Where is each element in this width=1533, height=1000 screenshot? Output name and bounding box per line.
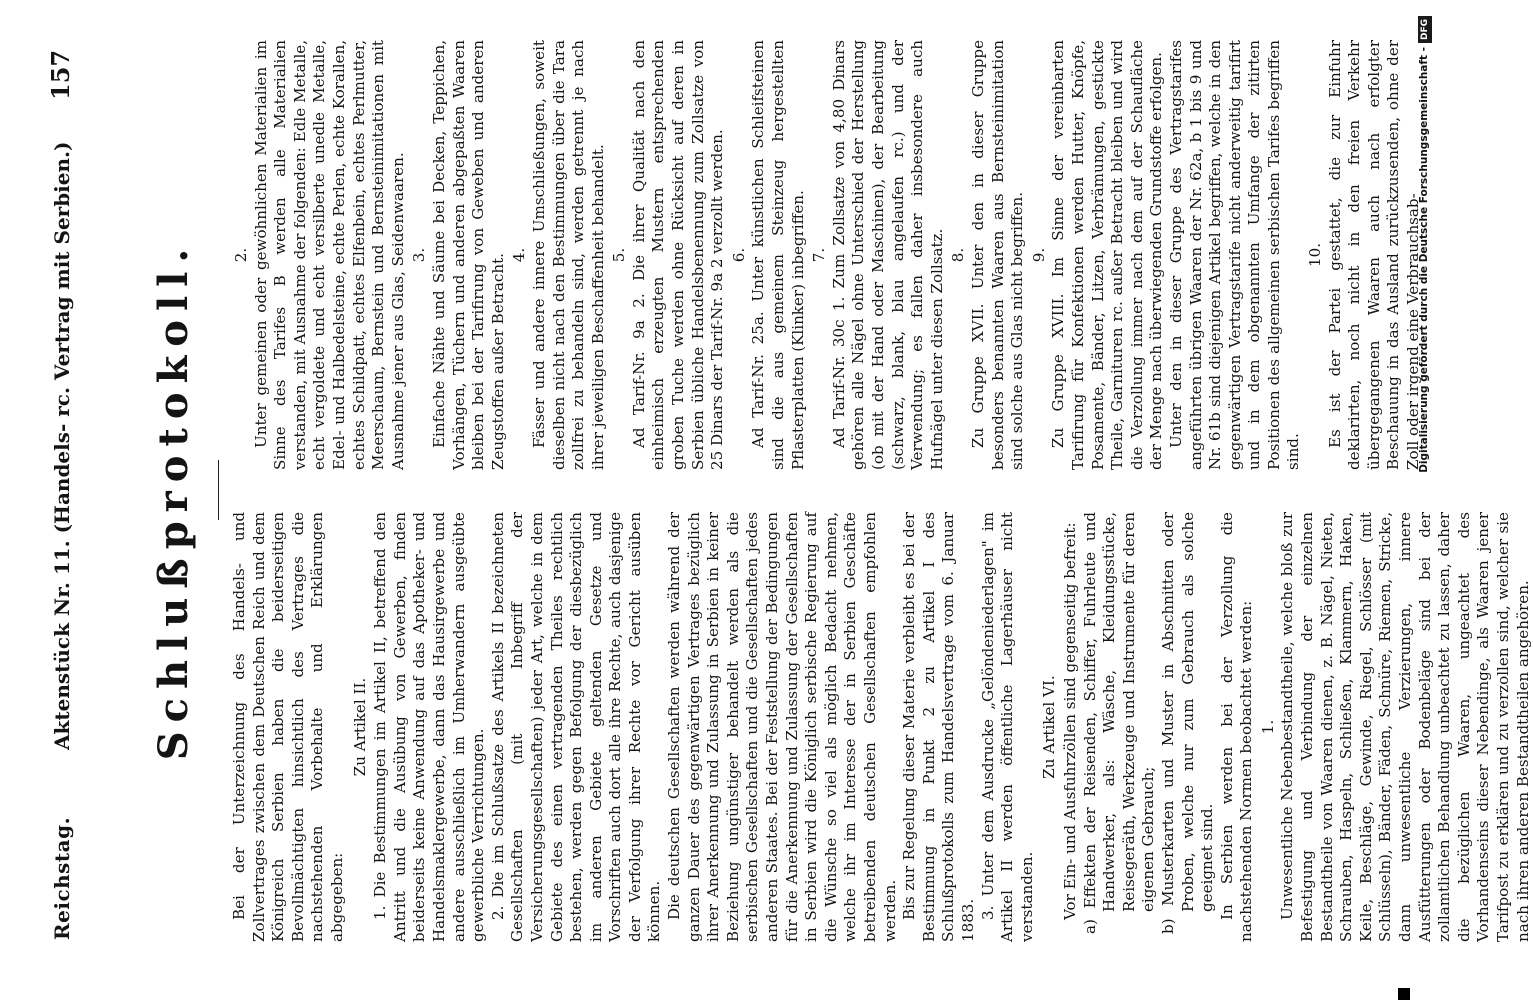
article-6-item-a: a) Effekten der Reisenden, Schiffer, Fuhrleute und Handwerker, als: Wäsche, Kleidungsstücke, Reisegeräth, Werkzeuge und Instrumente für deren eigenen Gebrauch; [1080, 512, 1158, 934]
item-number-1: 1. [1258, 719, 1277, 735]
item-number-8: 8. [949, 247, 968, 263]
article-6-paragraph-2: In Serbien werden bei der Verzollung die nachstehenden Normen beobachtet werden: [1217, 512, 1256, 942]
item-number-7: 7. [810, 247, 829, 263]
item-2-text: Unter gemeinen oder gewöhnlichen Materialien im Sinne des Tarifes B werden alle Materialien verstanden, mit Ausnahme der folgenden: Edle Metalle, echt vergoldete und echt versilberte unedle Metalle, Edel- und Halbedelsteine, echte Perlen, echte Korallen, echtes Schildpatt, echtes Elfenbein, echtes Perlmutter, Meerschaum, Bernstein und Bernsteinimitationen mit Ausnahme jener aus Glas, Seidenwaaren. [251, 40, 407, 470]
item-4-text: Fässer und andere innere Umschließungen, soweit dieselben nicht nach den Bestimmungen über die Tara zollfrei zu behandeln sind, werden getrennt je nach ihrer jeweiligen Beschaffenheit behandelt. [529, 40, 607, 470]
article-2-paragraph-2: 2. Die im Schlußsatze des Artikels II bezeichneten Gesellschaften (mit Inbegriff der Versicherungsgesellschaften) jeder Art, welche in dem Gebiete des einen vertragenden Theiles rechtlich bestehen, werden gegen Befolgung der diesbezüglich im anderen Gebiete geltenden Gesetze und Vorschriften auch dort alle ihre Rechte, auch dasjenige der Verfolgung ihrer Rechte vor Gericht ausüben können. [488, 512, 664, 942]
item-number-4: 4. [510, 247, 529, 263]
article-6-item-b: b) Musterkarten und Muster in Abschnitten oder Proben, welche nur zum Gebrauch als solche geeignet sind. [1158, 512, 1217, 934]
item-9-text: Zu Gruppe XVIII. Im Sinne der vereinbarten Tarifirung für Konfektionen werden Hutter, Knöpfe, Posamente, Bänder, Litzen, Verbrämungen, gestickte Theile, Garnituren rc. außer Betracht bleiben und wird die Verzollung immer nach dem auf der Schaufläche der Menge nach überwiegenden Grundstoffe erfolgen. [1049, 40, 1166, 470]
digitization-credit-text: Digitalisierung gefördert durch die Deutsche Forschungsgemeinschaft - [1418, 47, 1430, 473]
item-number-5: 5. [610, 247, 629, 263]
item-7-text: Ad Tarif-Nr. 30c 1. Zum Zollsatze von 4,80 Dinars gehören alle Nägel ohne Unterschied der Herstellung (ob mit der Hand oder Maschinen), der Bearbeitung (schwarz, blank, blau angelaufen rc.) und der Verwendung; es fallen daher insbesondere auch Hufnägel unter diesen Zollsatz. [829, 40, 946, 470]
item-8-text: Zu Gruppe XVII. Unter den in dieser Gruppe besonders benannten Waaren aus Bernsteinimitation sind solche aus Glas nicht begriffen. [968, 40, 1027, 470]
item-10-text: Es ist der Partei gestattet, die zur Einfuhr deklarirten, noch nicht in den freien Verkehr übergegangenen Waaren auch nach erfolgter Beschauung in das Ausland zurückzusenden, ohne der Zoll oder irgend eine Verbrauchsab- [1325, 40, 1423, 470]
item-1-text: Unwesentliche Nebenbestandtheile, welche bloß zur Befestigung und Verbindung der einzelnen Bestandtheile von Waaren dienen, z. B. Nägel, Nieten, Schrauben, Haspeln, Schließen, Klammern, Haken, Keile, Beschläge, Gewinde, Riegel, Schlösser (mit Schlüsseln), Bänder, Fäden, Schnüre, Riemen, Stricke, dann unwesentliche Verzierungen, innere Ausfütterungen oder Bodenbeläge sind bei der zollamtlichen Behandlung unbeachtet zu lassen, daher die bezüglichen Waaren, ungeachtet des Vorhandenseins dieser Nebendinge, als Waaren jener Tarifpost zu erklären und zu verzollen sind, welcher sie nach ihren anderen Bestandtheilen angehören. [1278, 512, 1532, 942]
digitization-credit [1417, 16, 1431, 984]
article-2-paragraph-1: 1. Die Bestimmungen im Artikel II, betreffend den Antritt und die Ausübung von Gewerben, finden beiderseits keine Anwendung auf das Apotheker- und Handelsmaklergewerbe, dann das Hausirgewerbe und andere ausschließlich im Umherwandern ausgeübte gewerbliche Verrichtungen. [371, 512, 488, 942]
item-number-10: 10. [1306, 243, 1325, 268]
article-2-paragraph-5: 3. Unter dem Ausdrucke „Gelöndeniederlagen" im Artikel II werden öffentliche Lagerhäuser nicht verstanden. [978, 512, 1036, 942]
item-9-text-2: Unter den in dieser Gruppe des Vertragstarifes angeführten übrigen Waaren der Nr. 62a, b 1 bis 9 und Nr. 61b sind diejenigen Artikel begriffen, welche in den gegenwärtigen Vertragstarife nicht anderweitig tarifirt und in dem obgenannten Umfange der zitirten Positionen des allgemeinen serbischen Tarifes begriffen sind. [1166, 40, 1303, 470]
page-title: Schlußprotokoll. [150, 239, 197, 761]
section-heading-article-6: Zu Artikel VI. [1040, 675, 1059, 779]
article-2-paragraph-3: Die deutschen Gesellschaften werden während der ganzen Dauer des gegenwärtigen Vertrages bezüglich ihrer Anerkennung und Zulassung in Serbien in keiner Beziehung ungünstiger behandelt werden als die serbischen Gesellschaften und die Gesellschaften jedes anderen Staates. Bei der Feststellung der Bedingungen für die Anerkennung und Zulassung der Gesellschaften in Serbien wird die Königlich serbische Regierung auf die Wünsche so viel als möglich Bedacht nehmen, welche ihr im Interesse der in Serbien Geschäfte betreibenden deutschen Gesellschaften empfohlen werden. [665, 512, 899, 942]
article-2-paragraph-4: Bis zur Regelung dieser Materie verbleibt es bei der Bestimmung in Punkt 2 zu Artikel I des Schlußprotokolls zum Handelsvertrage vom 6. Januar 1883. [900, 512, 977, 942]
item-5-text: Ad Tarif-Nr. 9a 2. Die ihrer Qualität nach den einheimisch erzeugten Mustern entsprechenden groben Tuche werden ohne Rücksicht auf deren in Serbien übliche Handelsbenennung zum Zollsatze von 25 Dinars der Tarif-Nr. 9a 2 verzollt werden. [629, 40, 727, 470]
left-text-column [230, 512, 1532, 942]
item-number-6: 6. [729, 247, 748, 263]
item-number-3: 3. [410, 247, 429, 263]
digitization-credit-text-wrap [1417, 16, 1431, 984]
intro-paragraph: Bei der Unterzeichnung des Handels- und Zollvertrages zwischen dem Deutschen Reich und dem Königreich Serbien haben die beiderseitigen Bevollmächtigten hinsichtlich des Vertrages die nachstehenden Vorbehalte und Erklärungen abgegeben: [230, 512, 346, 942]
dfg-logo: DFG [1418, 16, 1432, 43]
item-number-2: 2. [232, 247, 250, 263]
scan-corner-mark [1398, 988, 1410, 1000]
running-head-center: Aktenstück Nr. 11. (Handels- rc. Vertrag mit Serbien.) [50, 141, 74, 750]
right-text-column [230, 40, 1423, 470]
title-divider [218, 460, 219, 520]
running-head-left: Reichstag. [50, 816, 74, 940]
item-3-text: Einfache Nähte und Säume bei Decken, Teppichen, Vorhängen, Tüchern und anderen abgepaßten Waaren bleiben bei der Tarifirung von Geweben und anderen Zeugstoffen außer Betracht. [429, 40, 507, 470]
section-heading-article-2: Zu Artikel II. [350, 677, 369, 777]
page-number: 157 [46, 49, 75, 100]
item-number-9: 9. [1029, 247, 1048, 263]
article-6-paragraph-1: Vor Ein- und Ausfuhrzöllen sind gegenseitig befreit: [1060, 522, 1079, 920]
item-6-text: Ad Tarif-Nr. 25a. Unter künstlichen Schleifsteinen sind die aus gemeinem Steinzeug hergestellten Pflasterplatten (Klinker) inbegriffen. [749, 40, 807, 470]
